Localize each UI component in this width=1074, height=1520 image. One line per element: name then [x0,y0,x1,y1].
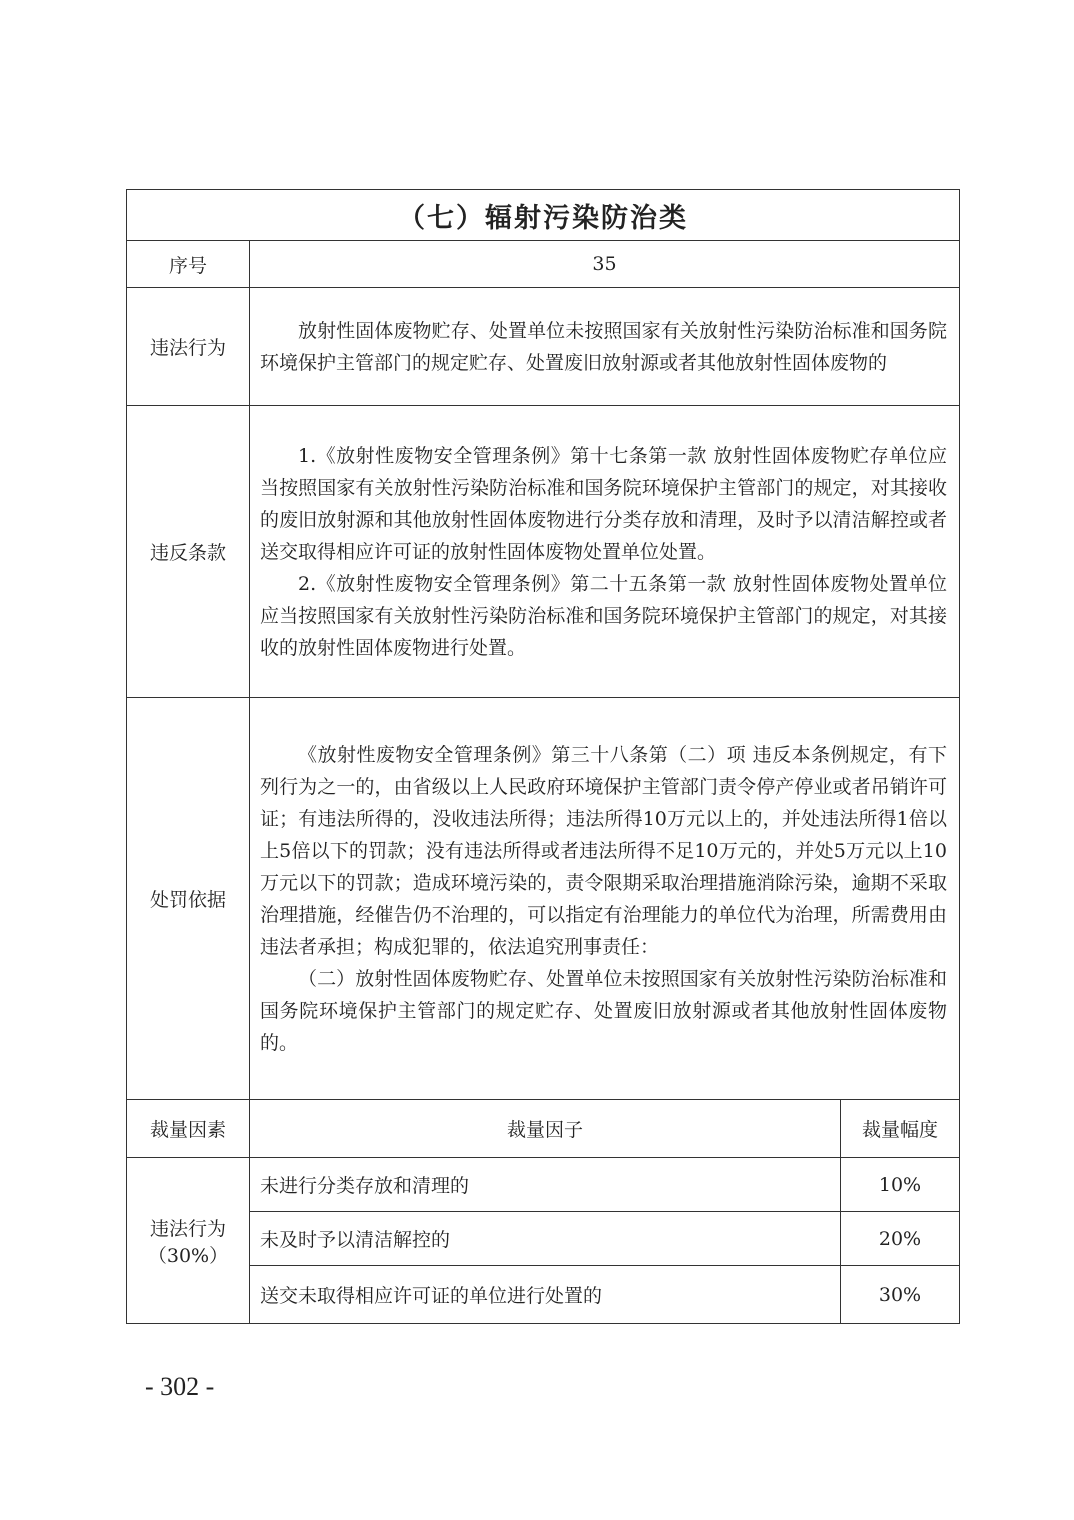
seq-value: 35 [250,241,960,288]
penalty-cell [250,698,960,1100]
clause-paragraph: 1.《放射性废物安全管理条例》第十七条第一款 放射性固体废物贮存单位应当按照国家有关放射性污染防治标准和国务院环境保护主管部门的规定，对其接收的废旧放射源和其他放射性固体废物进行分类存放和清理，及时予以清洁解控或者送交取得相应许可证的放射性固体废物处置单位处置。 [260,444,947,563]
seq-label: 序号 [127,241,250,288]
discretion-group-name: 违法行为 [149,1217,226,1240]
penalty-paragraph: 《放射性废物安全管理条例》第三十八条第（二）项 违反本条例规定，有下列行为之一的，由省级以上人民政府环境保护主管部门责令停产停业或者吊销许可证；有违法所得的，没收违法所得；违法所得10万元以上的，并处违法所得1倍以上5倍以下的罚款；没有违法所得或者违法所得不足10万元的，并处5万元以上10万元以下的罚款；造成环境污染的，责令限期采取治理措施消除污染，逾期不采取治理措施，经催告仍不治理的，可以指定有治理能力的单位代为治理，所需费用由违法者承担；构成犯罪的，依法追究刑事责任： [260,743,947,958]
clause-paragraph: 2.《放射性废物安全管理条例》第二十五条第一款 放射性固体废物处置单位应当按照国家有关放射性污染防治标准和国务院环境保护主管部门的规定，对其接收的放射性固体废物进行处置。 [260,572,947,659]
discretion-factor: 送交未取得相应许可证的单位进行处置的 [250,1266,841,1324]
violation-label: 违法行为 [127,288,250,406]
discretion-range: 20% [841,1212,960,1266]
discretion-range-header: 裁量幅度 [841,1100,960,1158]
clause-cell [250,406,960,698]
penalty-standard-table [126,189,960,1324]
discretion-group-label [127,1158,250,1324]
penalty-label: 处罚依据 [127,698,250,1100]
page-number: - 302 - [145,1372,215,1401]
discretion-subfactor-header: 裁量因子 [250,1100,841,1158]
discretion-factor-header: 裁量因素 [127,1100,250,1158]
clause-label: 违反条款 [127,406,250,698]
discretion-factor: 未及时予以清洁解控的 [250,1212,841,1266]
discretion-group-weight: （30%） [147,1244,229,1267]
discretion-range: 10% [841,1158,960,1212]
discretion-factor: 未进行分类存放和清理的 [250,1158,841,1212]
violation-cell [250,288,960,406]
violation-text: 放射性固体废物贮存、处置单位未按照国家有关放射性污染防治标准和国务院环境保护主管部门的规定贮存、处置废旧放射源或者其他放射性固体废物的 [260,319,947,374]
penalty-paragraph: （二）放射性固体废物贮存、处置单位未按照国家有关放射性污染防治标准和国务院环境保护主管部门的规定贮存、处置废旧放射源或者其他放射性固体废物的。 [260,967,947,1054]
discretion-range: 30% [841,1266,960,1324]
table-title: （七）辐射污染防治类 [127,190,960,241]
